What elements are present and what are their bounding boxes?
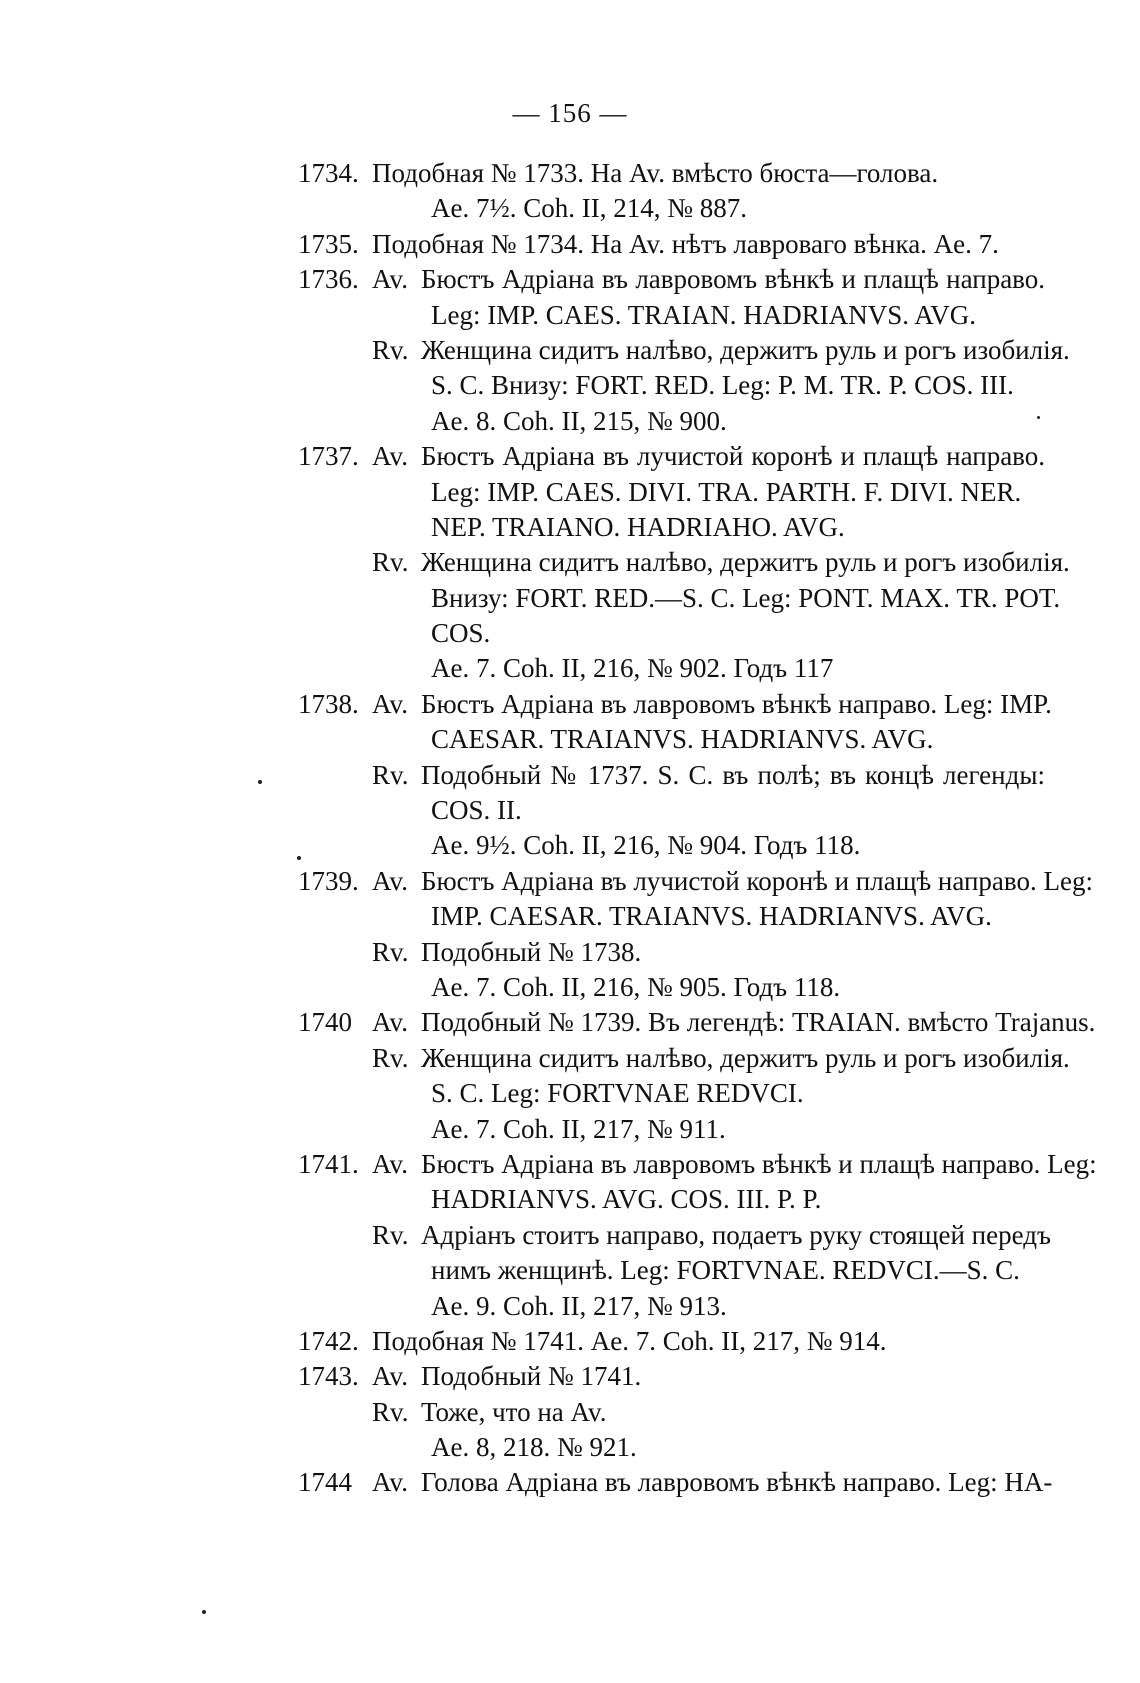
catalog-line xyxy=(298,1005,1098,1040)
obverse-label: Av. xyxy=(372,688,408,719)
reverse-label: Rv. xyxy=(372,334,409,365)
catalog-line xyxy=(298,1041,1098,1076)
entry-text: Ae. 7. Coh. II, 217, № 911. xyxy=(431,1113,726,1144)
catalog-line xyxy=(298,1076,1098,1111)
entry-text: нимъ женщинѣ. Leg: FORTVNAE. REDVCI.—S. C. xyxy=(431,1255,1020,1286)
entry-number: 1741. xyxy=(298,1148,359,1179)
catalog-line xyxy=(298,475,1098,510)
entry-text: COS. xyxy=(431,618,491,649)
entry-text: Адріанъ стоитъ направо, подаетъ руку стоящей передъ xyxy=(421,1219,1051,1250)
entry-text: Бюстъ Адріана въ лучистой коронѣ и плащѣ направо. Leg: xyxy=(421,865,1093,896)
entry-text: NEP. TRAIANO. HADRIAHO. AVG. xyxy=(431,511,845,542)
entry-number: 1740 xyxy=(298,1007,352,1038)
catalog-line xyxy=(298,298,1098,333)
catalog-line xyxy=(298,1324,1098,1359)
entry-text: CAESAR. TRAIANVS. HADRIANVS. AVG. xyxy=(431,724,934,755)
entry-text: Тоже, что на Av. xyxy=(421,1396,607,1427)
catalog-line xyxy=(298,1395,1098,1430)
entry-text: Женщина сидитъ налѣво, держитъ руль и рогъ изобилія. xyxy=(421,547,1070,578)
obverse-label: Av. xyxy=(372,441,408,472)
reverse-label: Rv. xyxy=(372,1219,409,1250)
entry-text: Подобный № 1738. xyxy=(421,936,642,967)
entry-number: 1736. xyxy=(298,264,359,295)
entry-text: Подобный № 1739. Въ легендѣ: TRAIAN. вмѣсто Trajanus. xyxy=(421,1007,1096,1038)
reverse-label: Rv. xyxy=(372,547,409,578)
entry-text: Внизу: FORT. RED.—S. C. Leg: PONT. MAX. TR. POT. xyxy=(431,582,1061,613)
catalog-line xyxy=(298,510,1098,545)
entry-number: 1743. xyxy=(298,1361,359,1392)
catalog-line xyxy=(298,191,1098,226)
entry-text: Ae. 8. Coh. II, 215, № 900. xyxy=(431,405,727,436)
entry-text: Голова Адріана въ лавровомъ вѣнкѣ направо. Leg: HA- xyxy=(421,1467,1053,1498)
catalog-line xyxy=(298,651,1098,686)
entry-text: S. C. Leg: FORTVNAE REDVCI. xyxy=(431,1078,804,1109)
obverse-label: Av. xyxy=(372,1361,408,1392)
entry-text: Leg: IMP. CAES. TRAIAN. HADRIANVS. AVG. xyxy=(431,299,977,330)
catalog-line xyxy=(298,793,1098,828)
catalog-line xyxy=(298,1112,1098,1147)
reverse-label: Rv. xyxy=(372,1042,409,1073)
entry-text: Бюстъ Адріана въ лучистой коронѣ и плащѣ направо. xyxy=(421,441,1045,472)
entry-text: Подобная № 1733. На Av. вмѣсто бюста—голова. xyxy=(372,158,939,188)
page-number: — 156 — xyxy=(512,98,628,128)
catalog-line xyxy=(298,899,1098,934)
obverse-label: Av. xyxy=(372,1467,408,1498)
catalog-line xyxy=(298,368,1098,403)
catalog-entries xyxy=(298,156,1098,1501)
entry-text: HADRIANVS. AVG. COS. III. P. P. xyxy=(431,1184,822,1215)
entry-number: 1738. xyxy=(298,688,359,719)
catalog-line xyxy=(298,828,1098,863)
catalog-line xyxy=(298,545,1098,580)
entry-text: Leg: IMP. CAES. DIVI. TRA. PARTH. F. DIVI. NER. xyxy=(431,476,1022,507)
catalog-line xyxy=(298,227,1098,262)
scan-speck xyxy=(297,856,301,860)
obverse-label: Av. xyxy=(372,1148,408,1179)
entry-text: Бюстъ Адріана въ лавровомъ вѣнкѣ направо. Leg: IMP. xyxy=(421,688,1052,719)
entry-number: 1735. xyxy=(298,228,359,259)
entry-text: Бюстъ Адріана въ лавровомъ вѣнкѣ и плащѣ направо. Leg: xyxy=(421,1148,1097,1179)
entry-text: Женщина сидитъ налѣво, держитъ руль и рогъ изобилія. xyxy=(421,334,1070,365)
catalog-line xyxy=(298,758,1098,793)
catalog-line xyxy=(298,616,1098,651)
entry-text: Ae. 7. Coh. II, 216, № 902. Годъ 117 xyxy=(431,653,834,684)
entry-text: Ae. 9½. Coh. II, 216, № 904. Годъ 118. xyxy=(431,830,861,861)
catalog-line xyxy=(298,404,1098,439)
entry-text: Ae. 8, 218. № 921. xyxy=(431,1432,637,1463)
catalog-line xyxy=(298,262,1098,297)
entry-text: Женщина сидитъ налѣво, держитъ руль и рогъ изобилія. xyxy=(421,1042,1070,1073)
obverse-label: Av. xyxy=(372,1007,408,1038)
catalog-line xyxy=(298,864,1098,899)
entry-number: 1744 xyxy=(298,1467,352,1498)
scan-speck xyxy=(202,1610,206,1614)
entry-text: Подобная № 1734. На Av. нѣтъ лавроваго вѣнка. Ae. 7. xyxy=(372,228,999,259)
catalog-line xyxy=(298,581,1098,616)
scan-speck xyxy=(1037,416,1040,419)
entry-text: Бюстъ Адріана въ лавровомъ вѣнкѣ и плащѣ направо. xyxy=(421,264,1045,295)
catalog-line xyxy=(298,333,1098,368)
entry-text: Подобный № 1737. S. C. въ полѣ; въ концѣ легенды: xyxy=(421,759,1045,790)
catalog-line xyxy=(298,1218,1098,1253)
catalog-line xyxy=(298,722,1098,757)
entry-number: 1739. xyxy=(298,865,359,896)
scan-speck xyxy=(258,780,262,784)
entry-text: Ae. 9. Coh. II, 217, № 913. xyxy=(431,1290,727,1321)
catalog-line xyxy=(298,1253,1098,1288)
entry-number: 1734. xyxy=(298,158,359,188)
catalog-line xyxy=(298,1465,1098,1500)
entry-text: Подобный № 1741. xyxy=(421,1361,642,1392)
entry-text: COS. II. xyxy=(431,795,522,826)
obverse-label: Av. xyxy=(372,264,408,295)
entry-text: IMP. CAESAR. TRAIANVS. HADRIANVS. AVG. xyxy=(431,901,992,932)
catalog-line xyxy=(298,156,1098,191)
catalog-line xyxy=(298,439,1098,474)
catalog-line xyxy=(298,1359,1098,1394)
catalog-line xyxy=(298,1430,1098,1465)
catalog-line xyxy=(298,970,1098,1005)
obverse-label: Av. xyxy=(372,865,408,896)
entry-text: Ae. 7½. Coh. II, 214, № 887. xyxy=(431,193,747,224)
catalog-line xyxy=(298,1182,1098,1217)
entry-number: 1737. xyxy=(298,441,359,472)
entry-text: Подобная № 1741. Ae. 7. Coh. II, 217, № 914. xyxy=(372,1325,887,1356)
catalog-line xyxy=(298,687,1098,722)
reverse-label: Rv. xyxy=(372,1396,409,1427)
entry-text: Ae. 7. Coh. II, 216, № 905. Годъ 118. xyxy=(431,971,841,1002)
reverse-label: Rv. xyxy=(372,759,409,790)
reverse-label: Rv. xyxy=(372,936,409,967)
catalog-line xyxy=(298,1147,1098,1182)
catalog-line xyxy=(298,1289,1098,1324)
entry-text: S. C. Внизу: FORT. RED. Leg: P. M. TR. P. COS. III. xyxy=(431,370,1014,401)
entry-number: 1742. xyxy=(298,1325,359,1356)
catalog-line xyxy=(298,935,1098,970)
